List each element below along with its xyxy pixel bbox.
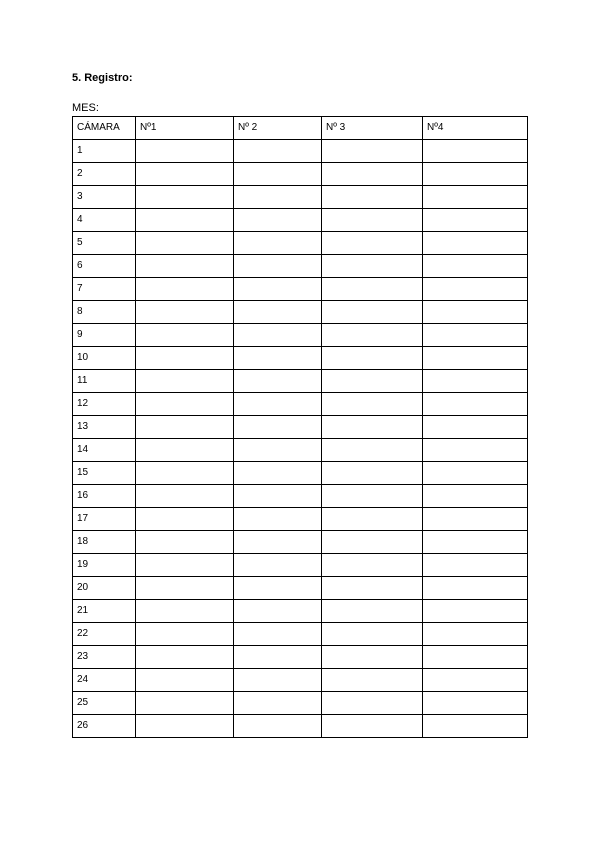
entry-cell-n4[interactable] (423, 186, 528, 209)
entry-cell-n1[interactable] (136, 209, 234, 232)
entry-cell-n2[interactable] (234, 347, 322, 370)
table-row (73, 439, 528, 462)
table-row (73, 623, 528, 646)
entry-cell-n2[interactable] (234, 209, 322, 232)
table-row (73, 324, 528, 347)
entry-cell-n2[interactable] (234, 554, 322, 577)
section-heading: 5. Registro: (72, 72, 133, 84)
table-row (73, 255, 528, 278)
table-row (73, 600, 528, 623)
entry-cell-n3[interactable] (322, 531, 423, 554)
camera-number-cell: 26 (73, 715, 136, 738)
entry-cell-n1[interactable] (136, 186, 234, 209)
entry-cell-n3[interactable] (322, 278, 423, 301)
entry-cell-n2[interactable] (234, 462, 322, 485)
entry-cell-n4[interactable] (423, 370, 528, 393)
entry-cell-n2[interactable] (234, 140, 322, 163)
table-row (73, 646, 528, 669)
entry-cell-n2[interactable] (234, 163, 322, 186)
entry-cell-n4[interactable] (423, 232, 528, 255)
table-row (73, 462, 528, 485)
entry-cell-n3[interactable] (322, 232, 423, 255)
table-row (73, 278, 528, 301)
camera-number-cell: 20 (73, 577, 136, 600)
table-row (73, 715, 528, 738)
entry-cell-n1[interactable] (136, 485, 234, 508)
entry-cell-n1[interactable] (136, 508, 234, 531)
entry-cell-n4[interactable] (423, 669, 528, 692)
camera-number-cell: 1 (73, 140, 136, 163)
entry-cell-n3[interactable] (322, 577, 423, 600)
header-n2: Nº 2 (234, 117, 322, 140)
entry-cell-n3[interactable] (322, 715, 423, 738)
entry-cell-n2[interactable] (234, 623, 322, 646)
table-row (73, 669, 528, 692)
entry-cell-n1[interactable] (136, 301, 234, 324)
table-row (73, 692, 528, 715)
camera-number-cell: 17 (73, 508, 136, 531)
entry-cell-n4[interactable] (423, 692, 528, 715)
entry-cell-n4[interactable] (423, 485, 528, 508)
entry-cell-n1[interactable] (136, 255, 234, 278)
entry-cell-n4[interactable] (423, 623, 528, 646)
entry-cell-n2[interactable] (234, 577, 322, 600)
entry-cell-n1[interactable] (136, 370, 234, 393)
camera-number-cell: 7 (73, 278, 136, 301)
month-label: MES: (72, 102, 99, 114)
entry-cell-n3[interactable] (322, 163, 423, 186)
register-table (72, 116, 528, 738)
entry-cell-n3[interactable] (322, 255, 423, 278)
camera-number-cell: 6 (73, 255, 136, 278)
entry-cell-n3[interactable] (322, 393, 423, 416)
entry-cell-n2[interactable] (234, 324, 322, 347)
entry-cell-n1[interactable] (136, 140, 234, 163)
camera-number-cell: 23 (73, 646, 136, 669)
camera-number-cell: 9 (73, 324, 136, 347)
entry-cell-n1[interactable] (136, 715, 234, 738)
table-row (73, 577, 528, 600)
entry-cell-n4[interactable] (423, 715, 528, 738)
camera-number-cell: 4 (73, 209, 136, 232)
entry-cell-n3[interactable] (322, 301, 423, 324)
entry-cell-n4[interactable] (423, 393, 528, 416)
table-row (73, 232, 528, 255)
header-camera: CÁMARA (73, 117, 136, 140)
camera-number-cell: 22 (73, 623, 136, 646)
entry-cell-n3[interactable] (322, 669, 423, 692)
entry-cell-n2[interactable] (234, 600, 322, 623)
entry-cell-n4[interactable] (423, 140, 528, 163)
entry-cell-n4[interactable] (423, 278, 528, 301)
camera-number-cell: 15 (73, 462, 136, 485)
camera-number-cell: 2 (73, 163, 136, 186)
entry-cell-n4[interactable] (423, 347, 528, 370)
entry-cell-n1[interactable] (136, 692, 234, 715)
entry-cell-n1[interactable] (136, 669, 234, 692)
table-row (73, 531, 528, 554)
entry-cell-n2[interactable] (234, 439, 322, 462)
entry-cell-n4[interactable] (423, 416, 528, 439)
entry-cell-n2[interactable] (234, 669, 322, 692)
entry-cell-n4[interactable] (423, 163, 528, 186)
entry-cell-n1[interactable] (136, 577, 234, 600)
table-row (73, 370, 528, 393)
entry-cell-n1[interactable] (136, 163, 234, 186)
camera-number-cell: 14 (73, 439, 136, 462)
entry-cell-n4[interactable] (423, 462, 528, 485)
entry-cell-n4[interactable] (423, 324, 528, 347)
entry-cell-n2[interactable] (234, 186, 322, 209)
entry-cell-n1[interactable] (136, 600, 234, 623)
entry-cell-n3[interactable] (322, 485, 423, 508)
entry-cell-n3[interactable] (322, 324, 423, 347)
entry-cell-n4[interactable] (423, 508, 528, 531)
entry-cell-n4[interactable] (423, 255, 528, 278)
entry-cell-n4[interactable] (423, 577, 528, 600)
entry-cell-n4[interactable] (423, 554, 528, 577)
entry-cell-n1[interactable] (136, 646, 234, 669)
table-row (73, 485, 528, 508)
entry-cell-n2[interactable] (234, 301, 322, 324)
camera-number-cell: 24 (73, 669, 136, 692)
entry-cell-n1[interactable] (136, 554, 234, 577)
entry-cell-n1[interactable] (136, 278, 234, 301)
entry-cell-n3[interactable] (322, 692, 423, 715)
table-row (73, 163, 528, 186)
entry-cell-n3[interactable] (322, 347, 423, 370)
table-row (73, 508, 528, 531)
table-row (73, 416, 528, 439)
entry-cell-n2[interactable] (234, 692, 322, 715)
header-n4: Nº4 (423, 117, 528, 140)
entry-cell-n3[interactable] (322, 600, 423, 623)
camera-number-cell: 13 (73, 416, 136, 439)
entry-cell-n2[interactable] (234, 255, 322, 278)
entry-cell-n4[interactable] (423, 646, 528, 669)
entry-cell-n1[interactable] (136, 439, 234, 462)
entry-cell-n4[interactable] (423, 301, 528, 324)
entry-cell-n2[interactable] (234, 715, 322, 738)
entry-cell-n1[interactable] (136, 347, 234, 370)
table-row (73, 554, 528, 577)
entry-cell-n1[interactable] (136, 393, 234, 416)
entry-cell-n3[interactable] (322, 140, 423, 163)
entry-cell-n3[interactable] (322, 508, 423, 531)
entry-cell-n3[interactable] (322, 554, 423, 577)
header-n3: Nº 3 (322, 117, 423, 140)
camera-number-cell: 11 (73, 370, 136, 393)
entry-cell-n3[interactable] (322, 416, 423, 439)
table-row (73, 140, 528, 163)
table-body (73, 140, 528, 738)
entry-cell-n2[interactable] (234, 646, 322, 669)
entry-cell-n4[interactable] (423, 531, 528, 554)
entry-cell-n3[interactable] (322, 623, 423, 646)
camera-number-cell: 3 (73, 186, 136, 209)
table-row (73, 301, 528, 324)
entry-cell-n3[interactable] (322, 646, 423, 669)
entry-cell-n2[interactable] (234, 485, 322, 508)
camera-number-cell: 19 (73, 554, 136, 577)
table-row (73, 209, 528, 232)
camera-number-cell: 18 (73, 531, 136, 554)
entry-cell-n1[interactable] (136, 324, 234, 347)
entry-cell-n4[interactable] (423, 439, 528, 462)
entry-cell-n3[interactable] (322, 462, 423, 485)
camera-number-cell: 12 (73, 393, 136, 416)
camera-number-cell: 10 (73, 347, 136, 370)
entry-cell-n3[interactable] (322, 209, 423, 232)
camera-number-cell: 25 (73, 692, 136, 715)
camera-number-cell: 21 (73, 600, 136, 623)
entry-cell-n2[interactable] (234, 370, 322, 393)
camera-number-cell: 8 (73, 301, 136, 324)
table-row (73, 347, 528, 370)
entry-cell-n2[interactable] (234, 531, 322, 554)
header-n1: Nº1 (136, 117, 234, 140)
table-header-row (73, 117, 528, 140)
entry-cell-n4[interactable] (423, 209, 528, 232)
camera-number-cell: 16 (73, 485, 136, 508)
entry-cell-n1[interactable] (136, 232, 234, 255)
entry-cell-n2[interactable] (234, 416, 322, 439)
entry-cell-n2[interactable] (234, 508, 322, 531)
entry-cell-n3[interactable] (322, 186, 423, 209)
entry-cell-n2[interactable] (234, 278, 322, 301)
entry-cell-n2[interactable] (234, 232, 322, 255)
table-row (73, 186, 528, 209)
entry-cell-n2[interactable] (234, 393, 322, 416)
entry-cell-n1[interactable] (136, 416, 234, 439)
entry-cell-n1[interactable] (136, 623, 234, 646)
entry-cell-n3[interactable] (322, 439, 423, 462)
camera-number-cell: 5 (73, 232, 136, 255)
entry-cell-n3[interactable] (322, 370, 423, 393)
entry-cell-n4[interactable] (423, 600, 528, 623)
entry-cell-n1[interactable] (136, 531, 234, 554)
table-row (73, 393, 528, 416)
entry-cell-n1[interactable] (136, 462, 234, 485)
